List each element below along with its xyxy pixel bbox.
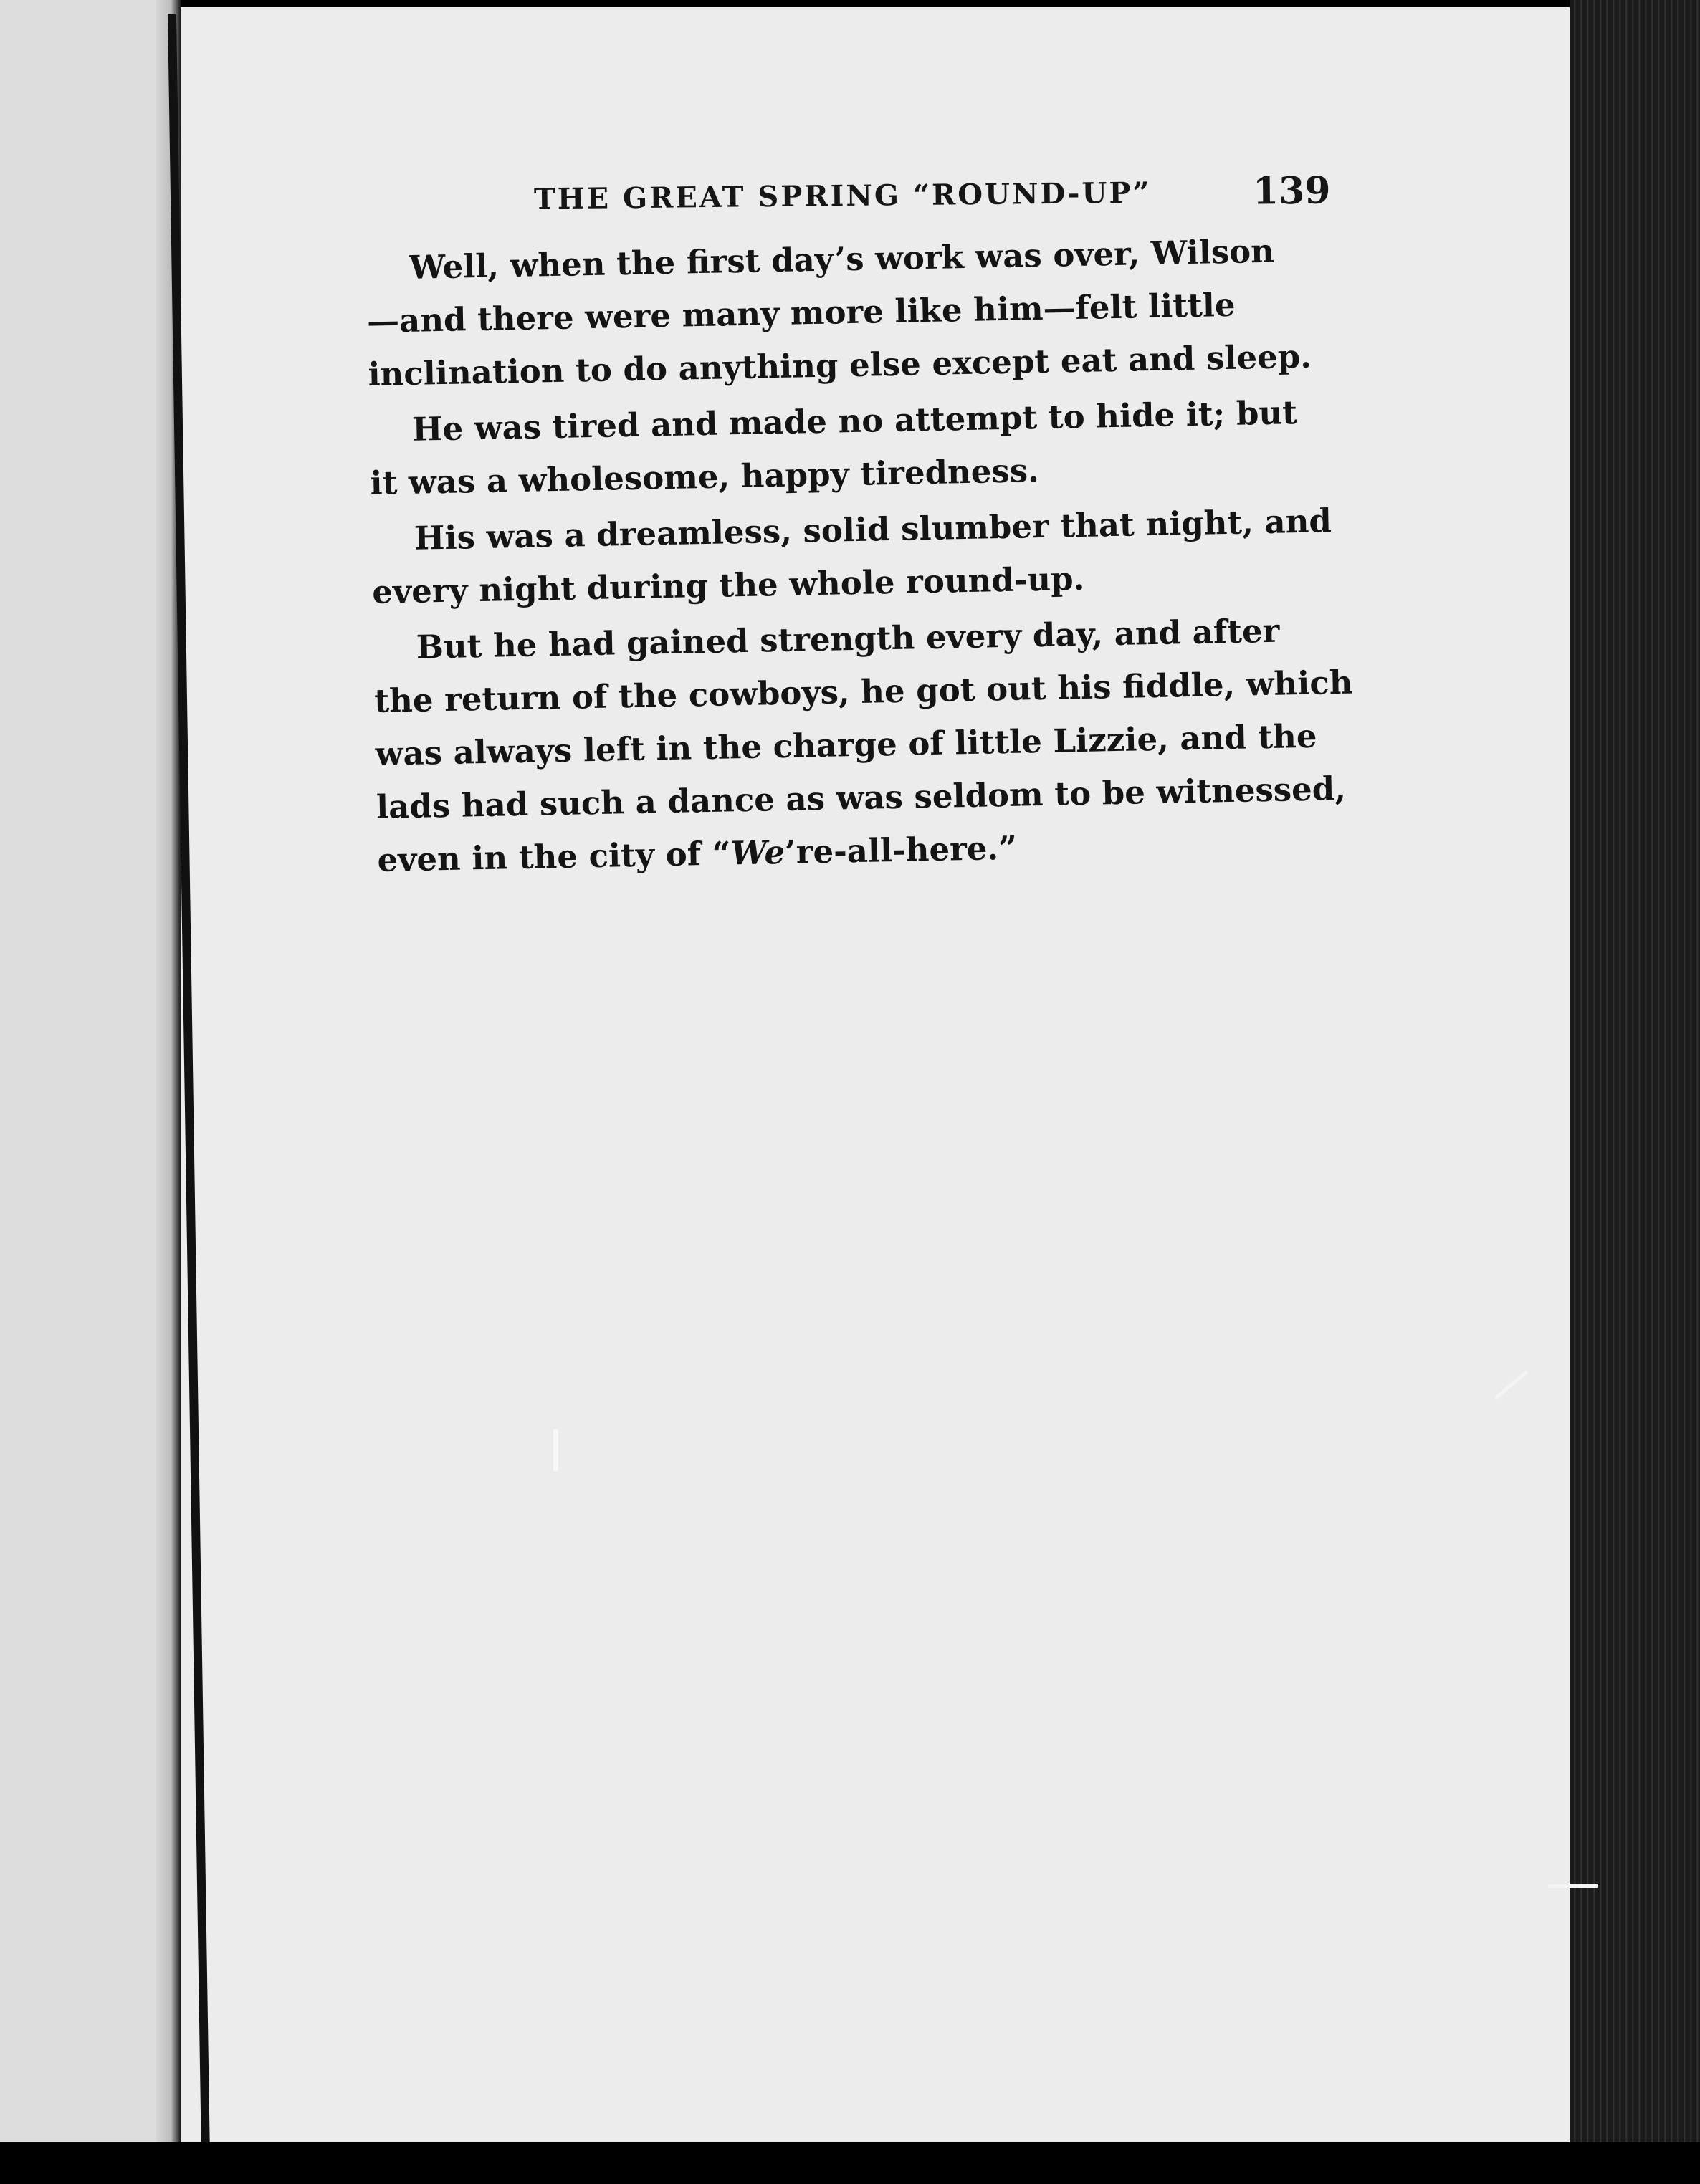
text-line: But he had gained strength every day, and after bbox=[416, 611, 1280, 666]
text-line: He was tired and made no attempt to hide it; but bbox=[411, 393, 1298, 449]
scan-artifact bbox=[553, 1429, 558, 1471]
text-line: was always left in the charge of little Lizzie, and the bbox=[375, 717, 1317, 773]
body-text bbox=[366, 222, 1410, 889]
text-line: Well, when the first day’s work was over, Wilson bbox=[409, 231, 1275, 287]
text-line: —and there were many more like him—felt little bbox=[366, 285, 1236, 340]
text-fragment: ’re-all-here.” bbox=[784, 828, 1018, 871]
text-line: lads had such a dance as was seldom to be witnessed, bbox=[376, 769, 1347, 826]
running-head: THE GREAT SPRING “ROUND-UP” bbox=[533, 176, 1152, 216]
text-line: inclination to do anything else except eat and sleep. bbox=[368, 337, 1312, 393]
text-line: the return of the cowboys, he got out his fiddle, which bbox=[373, 663, 1353, 720]
paragraph bbox=[366, 222, 1400, 401]
facing-page-margin bbox=[0, 0, 156, 2184]
scan-artifact bbox=[1548, 1884, 1598, 1888]
italic-word: We bbox=[730, 833, 785, 873]
scan-border bbox=[0, 2142, 1700, 2184]
paragraph bbox=[371, 493, 1405, 619]
page-number: 139 bbox=[1252, 168, 1331, 214]
text-fragment: even in the city of “ bbox=[377, 834, 732, 879]
paragraph bbox=[368, 384, 1403, 510]
text-line: His was a dreamless, solid slumber that night, and bbox=[414, 502, 1332, 557]
text-line: it was a wholesome, happy tiredness. bbox=[369, 451, 1040, 502]
paragraph bbox=[373, 602, 1410, 887]
page-edges bbox=[1570, 0, 1700, 2184]
text-line: every night during the whole round-up. bbox=[371, 559, 1085, 611]
